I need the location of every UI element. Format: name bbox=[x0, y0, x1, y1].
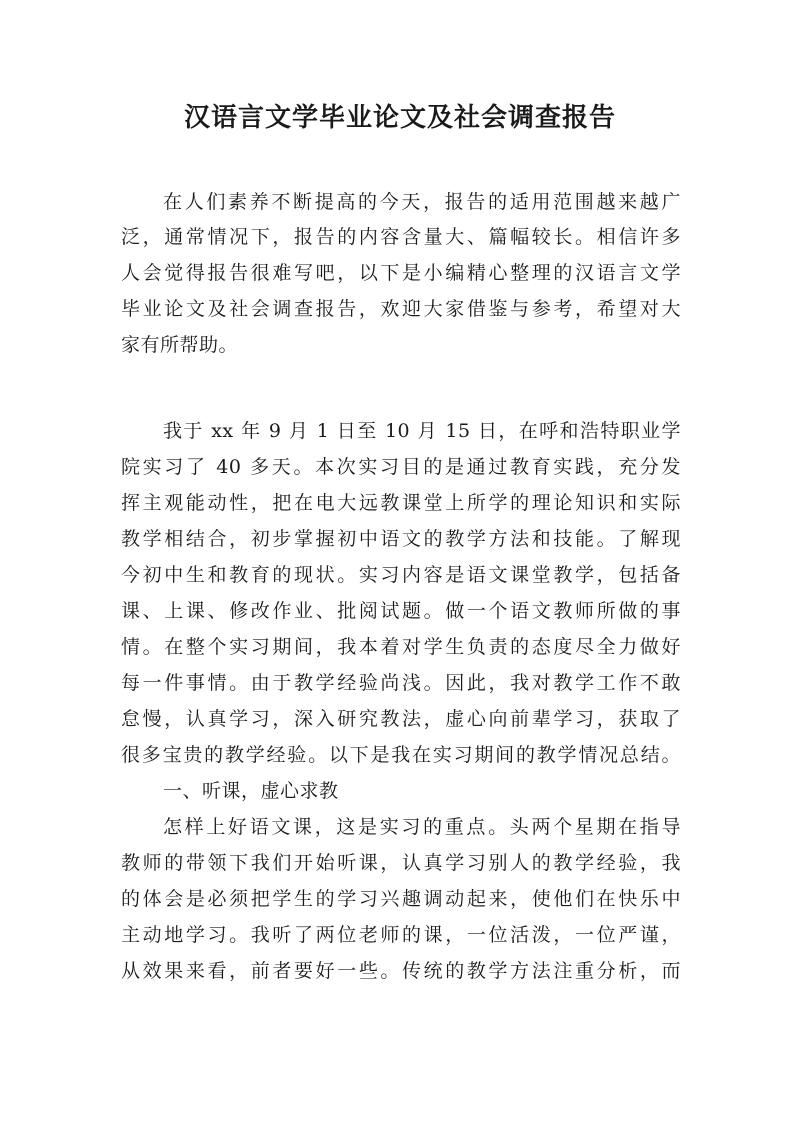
intro-line-5: 家有所帮助。 bbox=[121, 334, 239, 356]
section-line-5: 从效果来看，前者要好一些。传统的教学方法注重分析，而 bbox=[121, 960, 681, 982]
body-line-8: 每一件事情。由于教学经验尚浅。因此，我对教学工作不敢 bbox=[121, 672, 681, 694]
section-heading: 一、听课，虚心求教 bbox=[163, 780, 339, 802]
document-title: 汉语言文学毕业论文及社会调查报告 bbox=[183, 103, 616, 133]
body-line-7: 情。在整个实习期间，我本着对学生负责的态度尽全力做好 bbox=[121, 636, 681, 658]
body-line-4: 教学相结合，初步掌握初中语文的教学方法和技能。了解现 bbox=[121, 528, 681, 550]
intro-line-4: 毕业论文及社会调查报告，欢迎大家借鉴与参考，希望对大 bbox=[121, 298, 681, 320]
body-line-6: 课、上课、修改作业、批阅试题。做一个语文教师所做的事 bbox=[121, 600, 681, 622]
section-line-3: 的体会是必须把学生的学习兴趣调动起来，使他们在快乐中 bbox=[121, 888, 681, 910]
body-line-5: 今初中生和教育的现状。实习内容是语文课堂教学，包括备 bbox=[121, 564, 681, 586]
body-line-9: 怠慢，认真学习，深入研究教法，虚心向前辈学习，获取了 bbox=[121, 708, 681, 730]
body-line-1: 我于 xx 年 9 月 1 日至 10 月 15 日，在呼和浩特职业学 bbox=[163, 420, 681, 442]
body-line-3: 挥主观能动性，把在电大远教课堂上所学的理论知识和实际 bbox=[121, 492, 681, 514]
section-line-1: 怎样上好语文课，这是实习的重点。头两个星期在指导 bbox=[163, 816, 681, 838]
body-line-2: 院实习了 40 多天。本次实习目的是通过教育实践，充分发 bbox=[121, 456, 681, 478]
section-line-4: 主动地学习。我听了两位老师的课，一位活泼，一位严谨， bbox=[121, 924, 681, 946]
intro-line-2: 泛，通常情况下，报告的内容含量大、篇幅较长。相信许多 bbox=[121, 226, 681, 248]
body-line-10: 很多宝贵的教学经验。以下是我在实习期间的教学情况总结。 bbox=[121, 744, 681, 766]
intro-line-1: 在人们素养不断提高的今天，报告的适用范围越来越广 bbox=[163, 191, 681, 213]
intro-line-3: 人会觉得报告很难写吧，以下是小编精心整理的汉语言文学 bbox=[121, 262, 681, 284]
section-line-2: 教师的带领下我们开始听课，认真学习别人的教学经验，我 bbox=[121, 852, 681, 874]
